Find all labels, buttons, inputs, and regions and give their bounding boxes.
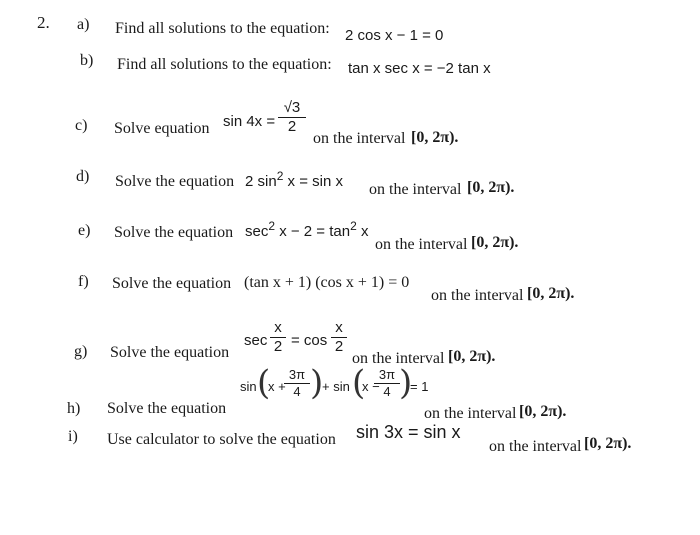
item-d-letter: d)	[76, 168, 90, 185]
item-f-letter: f)	[78, 273, 89, 290]
item-i-equation: sin 3x = sin x	[356, 422, 461, 442]
item-h-fraction-2	[374, 368, 400, 399]
item-h-paren-close-1: )	[310, 363, 324, 403]
item-e-eq-sup: 2	[268, 219, 276, 233]
item-e-letter: e)	[78, 222, 91, 239]
item-h-frac2-num: 3π	[378, 367, 396, 382]
item-g-interval: [0, 2π).	[448, 348, 496, 365]
item-d-eq-sup: 2	[276, 169, 284, 183]
item-h-fraction-1	[284, 368, 310, 399]
item-h-x-plus: x +	[268, 379, 286, 394]
item-h-frac2-den: 4	[383, 384, 391, 399]
item-i-letter: i)	[68, 428, 78, 445]
item-d-eq-b: x = sin x	[283, 173, 343, 190]
item-g-frac2-den: 2	[334, 338, 344, 355]
item-g-text: Solve the equation	[110, 344, 230, 361]
item-g-frac1-num: x	[274, 319, 282, 336]
item-c-frac-num: √3	[283, 99, 301, 116]
item-c-letter: c)	[75, 117, 88, 134]
item-g-frac2-num: x	[335, 319, 343, 336]
item-a-text: Find all solutions to the equation:	[115, 20, 330, 37]
item-c-fraction	[278, 100, 306, 135]
item-e-eq-c: x	[356, 223, 369, 240]
item-b-equation: tan x sec x = −2 tan x	[348, 60, 491, 77]
item-h-interval-text: on the interval	[424, 405, 517, 422]
item-h-letter: h)	[67, 400, 81, 417]
item-c-eq-left: sin 4x =	[223, 113, 276, 130]
item-h-paren-open-2: (	[352, 363, 366, 403]
item-h-text: Solve the equation	[107, 400, 227, 417]
item-h-interval: [0, 2π).	[519, 403, 567, 420]
item-g-interval-text: on the interval	[352, 350, 445, 367]
item-f-equation: (tan x + 1) (cos x + 1) = 0	[244, 274, 410, 291]
item-c-interval-text: on the interval	[313, 130, 406, 147]
item-e-text: Solve the equation	[114, 224, 234, 241]
item-e-eq-a: sec	[245, 223, 269, 240]
item-c-interval: [0, 2π).	[411, 129, 459, 146]
item-f-interval: [0, 2π).	[527, 285, 575, 302]
item-c-frac-den: 2	[287, 118, 297, 135]
item-d-eq-a: 2 sin	[245, 173, 277, 190]
item-g-letter: g)	[74, 343, 88, 360]
item-e-eq-b: x − 2 = tan	[275, 223, 351, 240]
item-e-equation	[245, 219, 369, 241]
item-e-interval-text: on the interval	[375, 236, 468, 253]
item-i-interval-text: on the interval	[489, 438, 582, 455]
item-g-sec: sec	[244, 332, 268, 349]
item-c-text: Solve equation	[114, 120, 210, 137]
item-h-frac1-num: 3π	[288, 367, 306, 382]
item-d-equation	[245, 169, 343, 191]
item-h-eq-one: = 1	[410, 379, 429, 394]
item-h-paren-open-1: (	[257, 363, 271, 403]
item-b-text: Find all solutions to the equation:	[117, 56, 332, 73]
item-g-frac1-den: 2	[273, 338, 283, 355]
item-h-sin-1: sin	[240, 379, 257, 394]
item-e-eq-sup2: 2	[350, 219, 357, 233]
item-f-text: Solve the equation	[112, 275, 232, 292]
item-h-plus-sin: + sin	[322, 379, 350, 394]
problem-number: 2.	[37, 13, 50, 32]
item-i-interval: [0, 2π).	[584, 435, 632, 452]
item-f-interval-text: on the interval	[431, 287, 524, 304]
item-d-interval: [0, 2π).	[467, 179, 515, 196]
item-d-text: Solve the equation	[115, 173, 235, 190]
item-g-mid: = cos	[291, 332, 328, 349]
item-h-frac1-den: 4	[293, 384, 301, 399]
item-h-paren-close-2: )	[399, 363, 413, 403]
item-e-interval: [0, 2π).	[471, 234, 519, 251]
item-a-equation: 2 cos x − 1 = 0	[345, 27, 444, 44]
item-b-letter: b)	[80, 52, 94, 69]
item-a-letter: a)	[77, 16, 90, 33]
item-h-x-minus: x −	[362, 379, 380, 394]
item-g-fraction-1	[270, 320, 286, 355]
item-d-interval-text: on the interval	[369, 181, 462, 198]
item-g-fraction-2	[331, 320, 347, 355]
item-i-text: Use calculator to solve the equation	[107, 431, 336, 448]
